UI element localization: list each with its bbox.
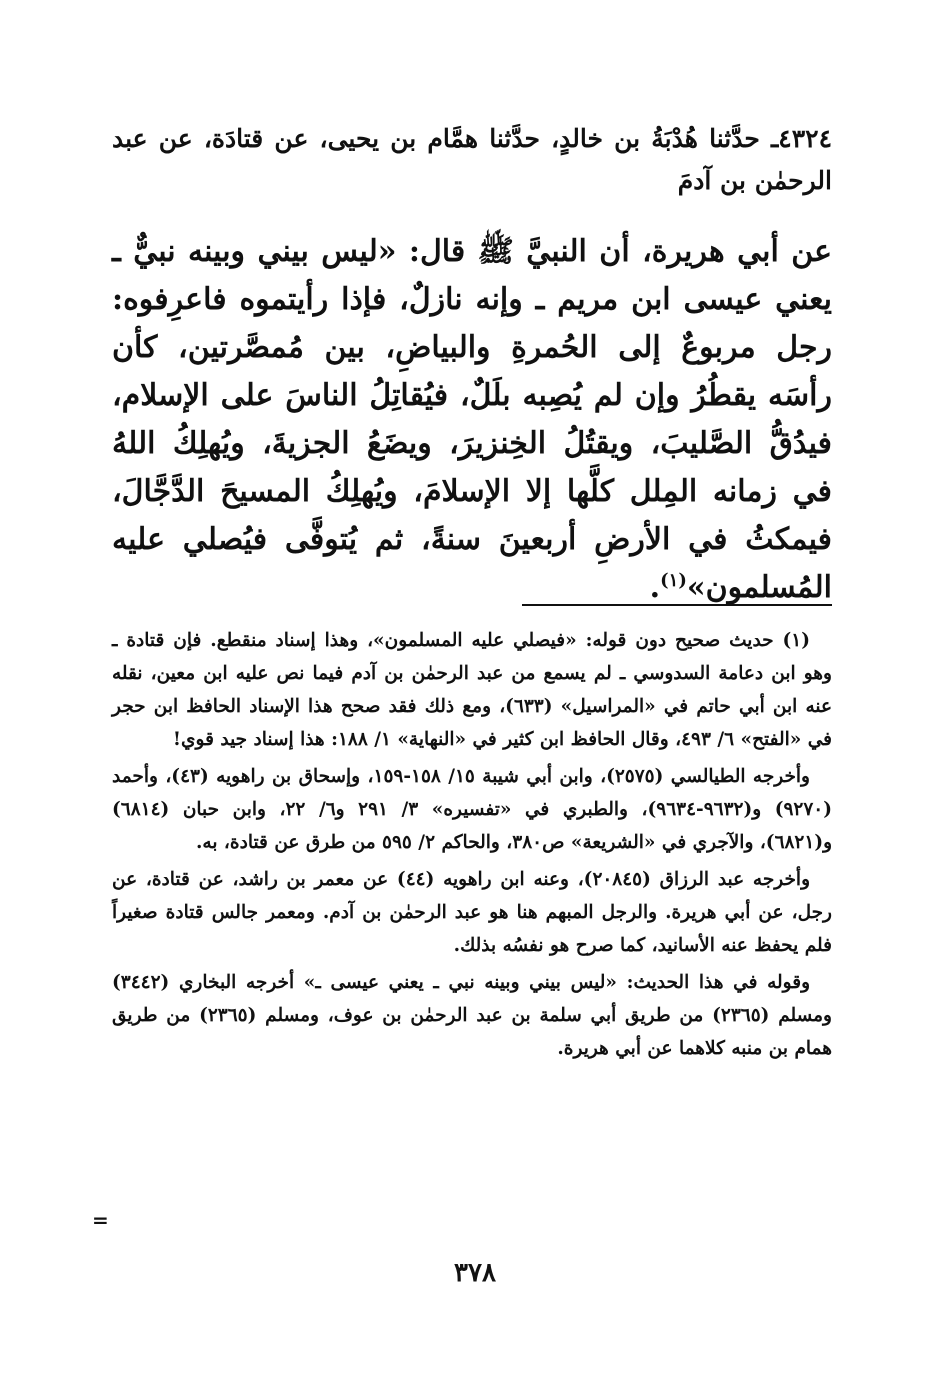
footnote-paragraph-2: وأخرجه الطيالسي (٢٥٧٥)، وابن أبي شيبة ١٥/ ١٥٨-١٥٩، وإسحاق بن راهويه (٤٣)، وأحمد (٩٢٧٠) و(٩٦٣٢-٩٦٣٤)، والطبري في «تفسيره» ٣/ ٢٩١ و٦/ ٢٢، وابن حبان (٦٨١٤) و(٦٨٢١)، والآجري في «الشريعة» ص٣٨٠، والحاكم ٢/ ٥٩٥ من طرق عن قتادة، به. bbox=[112, 766, 832, 853]
hadith-matn-text: عن أبي هريرة، أن النبيَّ ﷺ قال: «ليس بيني وبينه نبيٌّ ـ يعني عيسى ابن مريم ـ وإنه نازلٌ، فإذا رأيتموه فاعرِفوه: رجل مربوعٌ إلى الحُمرةِ والبياضِ، بين مُمصَّرتين، كأن رأسَه يقطُرُ وإن لم يُصِبه بلَلٌ، فيُقاتِلُ الناسَ على الإسلام، فيدُقُّ الصَّليبَ، ويقتُلُ الخِنزيرَ، ويضَعُ الجزيةَ، ويُهلِكُ اللهُ في زمانه المِلل كلَّها إلا الإسلامَ، ويُهلِكُ المسيحَ الدَّجَّالَ، فيمكثُ في الأرضِ أربعينَ سنةً، ثم يُتوفَّى فيُصلي عليه المُسلمون» bbox=[112, 234, 832, 605]
page-number: ٣٧٨ bbox=[454, 1258, 496, 1288]
footnote-reference: (١) bbox=[660, 570, 687, 591]
hadith-matn bbox=[112, 228, 832, 612]
footnote-paragraph-3: وأخرجه عبد الرزاق (٢٠٨٤٥)، وعنه ابن راهويه (٤٤) عن معمر بن راشد، عن قتادة، عن رجل، عن أبي هريرة. والرجل المبهم هنا هو عبد الرحمٰن بن آدم. ومعمر جالس قتادة صغيراً فلم يحفظ عنه الأسانيد، كما صرح هو نفسُه بذلك. bbox=[112, 869, 832, 956]
hadith-end-mark: . bbox=[649, 570, 661, 605]
hadith-isnad: ٤٣٢٤ـ حدَّثنا هُدْبَةُ بن خالدٍ، حدَّثنا همَّام بن يحيى، عن قتادَة، عن عبد الرحمٰن بن آدمَ bbox=[112, 124, 832, 195]
footnotes bbox=[112, 624, 832, 1069]
footnote-separator bbox=[522, 604, 832, 606]
footnote-paragraph-1: (١) حديث صحيح دون قوله: «فيصلي عليه المسلمون»، وهذا إسناد منقطع. فإن قتادة ـ وهو ابن دعامة السدوسي ـ لم يسمع من عبد الرحمٰن بن آدم فيما نص عليه ابن معين، نقله عنه ابن أبي حاتم في «المراسيل» (٦٣٣)، ومع ذلك فقد صحح هذا الإسناد الحافظ ابن حجر في «الفتح» ٦/ ٤٩٣، وقال الحافظ ابن كثير في «النهاية» ١/ ١٨٨: هذا إسناد جيد قوي! bbox=[112, 630, 833, 750]
footnote-paragraph-4: وقوله في هذا الحديث: «ليس بيني وبينه نبي ـ يعني عيسى ـ» أخرجه البخاري (٣٤٤٢) ومسلم (٢٣٦٥) من طريق أبي سلمة بن عبد الرحمٰن بن عوف، ومسلم (٢٣٦٥) من طريق همام بن منبه كلاهما عن أبي هريرة. bbox=[112, 972, 832, 1059]
continuation-mark: = bbox=[92, 1208, 109, 1232]
